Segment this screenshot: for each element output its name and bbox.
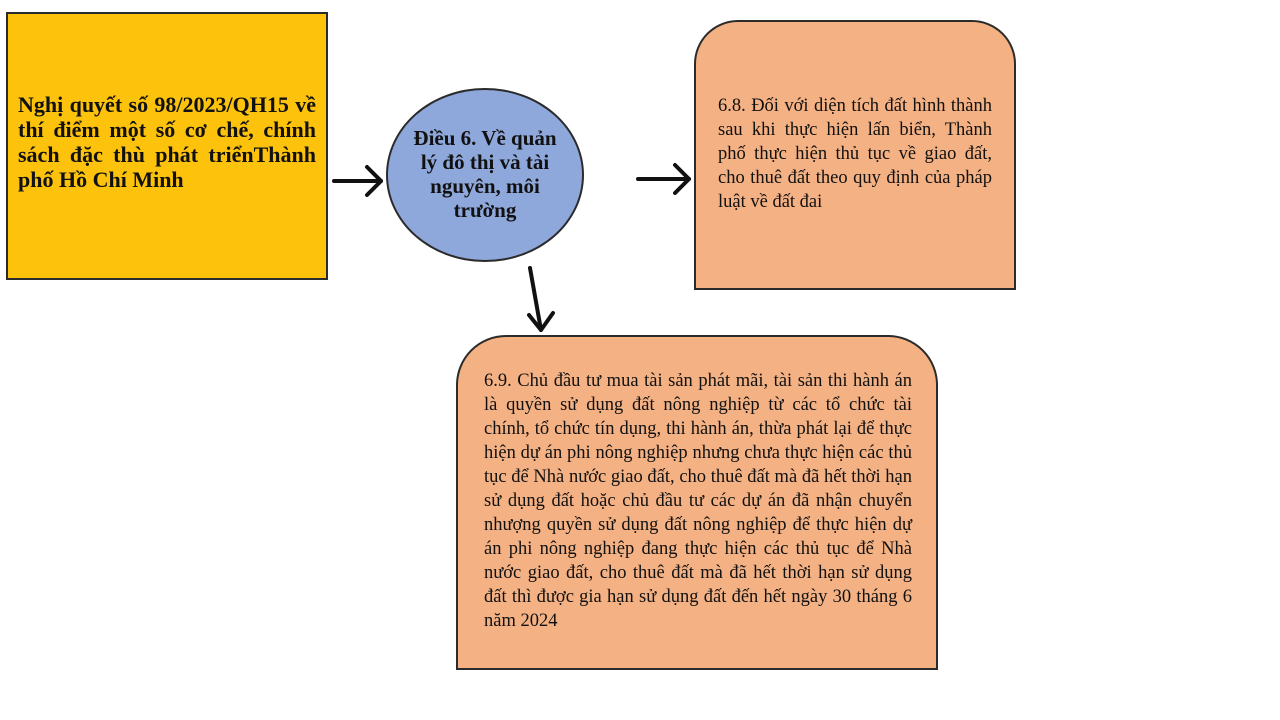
resolution-box	[6, 12, 328, 280]
arrow-article-to-clause-6-9	[529, 268, 553, 330]
clause-6-8-box	[694, 20, 1016, 290]
resolution-text: Nghị quyết số 98/2023/QH15 về thí điểm một số cơ chế, chính sách đặc thù phát triểnThành phố Hồ Chí Minh	[18, 92, 316, 192]
clause-6-9-box	[456, 335, 938, 670]
arrow-resolution-to-article	[334, 167, 381, 195]
clause-6-8-text: 6.8. Đối với diện tích đất hình thành sau khi thực hiện lấn biển, Thành phố thực hiện thủ tục về giao đất, cho thuê đất theo quy định của pháp luật về đất đai	[718, 96, 992, 212]
article-text: Điều 6. Về quản lý đô thị và tài nguyên, môi trường	[413, 126, 557, 222]
clause-6-9-text: 6.9. Chủ đầu tư mua tài sản phát mãi, tài sản thi hành án là quyền sử dụng đất nông nghiệp từ các tổ chức tài chính, tổ chức tín dụng, thi hành án, thừa phát lại để thực hiện dự án phi nông nghiệp nhưng chưa thực hiện các thủ tục để Nhà nước giao đất, cho thuê đất mà đã hết thời hạn sử dụng đất hoặc chủ đầu tư các dự án đã nhận chuyển nhượng quyền sử dụng đất nông nghiệp để thực hiện dự án phi nông nghiệp đang thực hiện các thủ tục để Nhà nước giao đất, cho thuê đất mà đã hết thời hạn sử dụng đất thì được gia hạn sử dụng đất đến hết ngày 30 tháng 6 năm 2024	[484, 371, 912, 631]
arrow-article-to-clause-6-8	[638, 165, 689, 193]
article-ellipse	[386, 88, 584, 262]
